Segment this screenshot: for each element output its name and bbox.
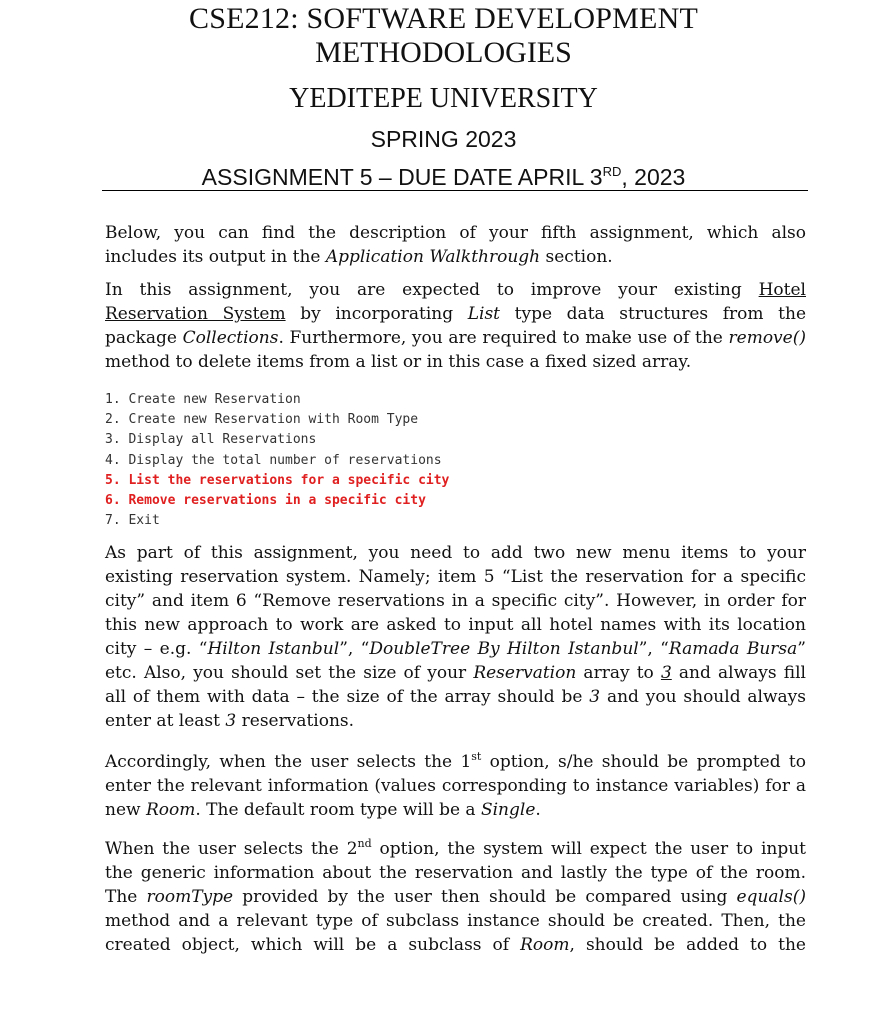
text-run: new — [105, 800, 146, 820]
intro-paragraph — [105, 221, 806, 269]
italic-run: Collections — [182, 328, 279, 348]
assignment-title — [0, 162, 887, 192]
text-run: and you should always — [600, 687, 806, 707]
menu-listing — [105, 390, 449, 531]
header-divider — [102, 190, 808, 191]
italic-run: Hilton Istanbul — [207, 639, 340, 659]
text-run: and always fill — [671, 663, 806, 683]
menu-item: 7. Exit — [105, 513, 160, 529]
text-run: ” — [797, 639, 806, 659]
italic-run: Reservation — [473, 663, 577, 683]
paragraph-line — [105, 798, 806, 822]
text-run: created object, which will be a subclass of — [105, 935, 521, 955]
text-run: The — [105, 887, 147, 907]
assignment-title-main: ASSIGNMENT 5 – DUE DATE APRIL 3 — [201, 164, 603, 190]
text-run: Accordingly, when the user selects the 1 — [105, 752, 472, 772]
italic-run: Room — [145, 800, 196, 820]
task-line-3 — [105, 326, 806, 350]
superscript: nd — [357, 837, 372, 850]
assignment-title-year: , 2023 — [621, 164, 686, 190]
paragraph-line: the generic information about the reservation and lastly the type of the room. — [105, 863, 806, 883]
italic-run: remove() — [728, 328, 806, 348]
intro-line-2 — [105, 245, 806, 269]
paragraph-line — [105, 637, 806, 661]
paragraph-line — [105, 750, 806, 774]
italic-run: 3 — [225, 711, 237, 731]
term: SPRING 2023 — [370, 126, 517, 152]
option-two-paragraph — [105, 837, 806, 957]
text-run: city – e.g. “ — [105, 639, 208, 659]
underlined-run: 3 — [660, 663, 672, 683]
text-run: ”, “ — [339, 639, 370, 659]
italic-run: Ramada Bursa — [668, 639, 798, 659]
text-run: enter at least — [105, 711, 226, 731]
underlined-run: Hotel — [758, 280, 806, 300]
task-line-2 — [105, 302, 806, 326]
text-run: In this assignment, you are expected to improve your existing — [105, 280, 759, 300]
text-run: . Furthermore, you are required to make use of the — [278, 328, 729, 348]
paragraph-line — [105, 685, 806, 709]
text-run: section. — [540, 247, 613, 267]
paragraph-line: existing reservation system. Namely; item 5 “List the reservation for a specific — [105, 567, 806, 587]
italic-run: Room — [520, 935, 570, 955]
text-run: by incorporating — [285, 304, 468, 324]
menu-items-paragraph — [105, 541, 806, 733]
italic-run: Single — [480, 800, 536, 820]
text-run: provided by the user then should be compared using — [233, 887, 737, 907]
italic-run: roomType — [146, 887, 234, 907]
task-line-1 — [105, 278, 806, 302]
menu-item-highlighted: 5. List the reservations for a specific city — [105, 472, 450, 488]
menu-item: 3. Display all Reservations — [105, 432, 317, 448]
paragraph-line: enter the relevant information (values corresponding to instance variables) for a — [105, 776, 806, 796]
text-run: reservations. — [236, 711, 355, 731]
menu-item-highlighted: 6. Remove reservations in a specific city — [105, 493, 426, 509]
text-run: package — [105, 328, 183, 348]
italic-run: equals() — [736, 887, 806, 907]
text-run: When the user selects the 2 — [105, 839, 358, 859]
underlined-run: Reservation System — [105, 304, 286, 324]
text-run: includes its output in the — [105, 247, 326, 267]
text-run: , should be added to the — [569, 935, 806, 955]
italic-run: DoubleTree By Hilton Istanbul — [369, 639, 639, 659]
paragraph-line: method and a relevant type of subclass instance should be created. Then, the — [105, 911, 806, 931]
menu-item: 4. Display the total number of reservations — [105, 452, 442, 468]
italic-run: 3 — [589, 687, 601, 707]
paragraph-line — [105, 933, 806, 957]
text-run: array to — [576, 663, 661, 683]
task-paragraph — [105, 278, 806, 374]
text-run: ”, “ — [638, 639, 669, 659]
text-run: type data structures from the — [500, 304, 807, 324]
paragraph-line: As part of this assignment, you need to add two new menu items to your — [105, 543, 806, 563]
option-one-paragraph — [105, 750, 806, 822]
paragraph-line — [105, 709, 806, 733]
menu-item: 1. Create new Reservation — [105, 392, 301, 407]
text-run: all of them with data – the size of the array should be — [105, 687, 590, 707]
italic-run: Application Walkthrough — [325, 247, 541, 267]
paragraph-line — [105, 885, 806, 909]
text-run: . — [535, 800, 541, 820]
text-run: option, the system will expect the user to input — [371, 839, 806, 859]
assignment-title-sup: RD — [602, 164, 622, 179]
menu-item: 2. Create new Reservation with Room Type — [105, 412, 419, 428]
italic-run: List — [467, 304, 501, 324]
text-run: . The default room type will be a — [195, 800, 481, 820]
paragraph-line: this new approach to work are asked to input all hotel names with its location — [105, 615, 806, 635]
paragraph-line — [105, 661, 806, 685]
task-line-4: method to delete items from a list or in this case a fixed sized array. — [105, 352, 692, 372]
superscript: st — [471, 750, 482, 763]
university-name: YEDITEPE UNIVERSITY — [289, 83, 598, 114]
text-run: etc. Also, you should set the size of your — [105, 663, 474, 683]
course-title-line2: METHODOLOGIES — [315, 36, 572, 69]
paragraph-line: city” and item 6 “Remove reservations in a specific city”. However, in order for — [105, 591, 806, 611]
course-title-line1: CSE212: SOFTWARE DEVELOPMENT — [189, 2, 698, 35]
text-run: option, s/he should be prompted to — [481, 752, 807, 772]
paragraph-line — [105, 837, 806, 861]
intro-line-1: Below, you can find the description of your fifth assignment, which also — [105, 223, 806, 243]
